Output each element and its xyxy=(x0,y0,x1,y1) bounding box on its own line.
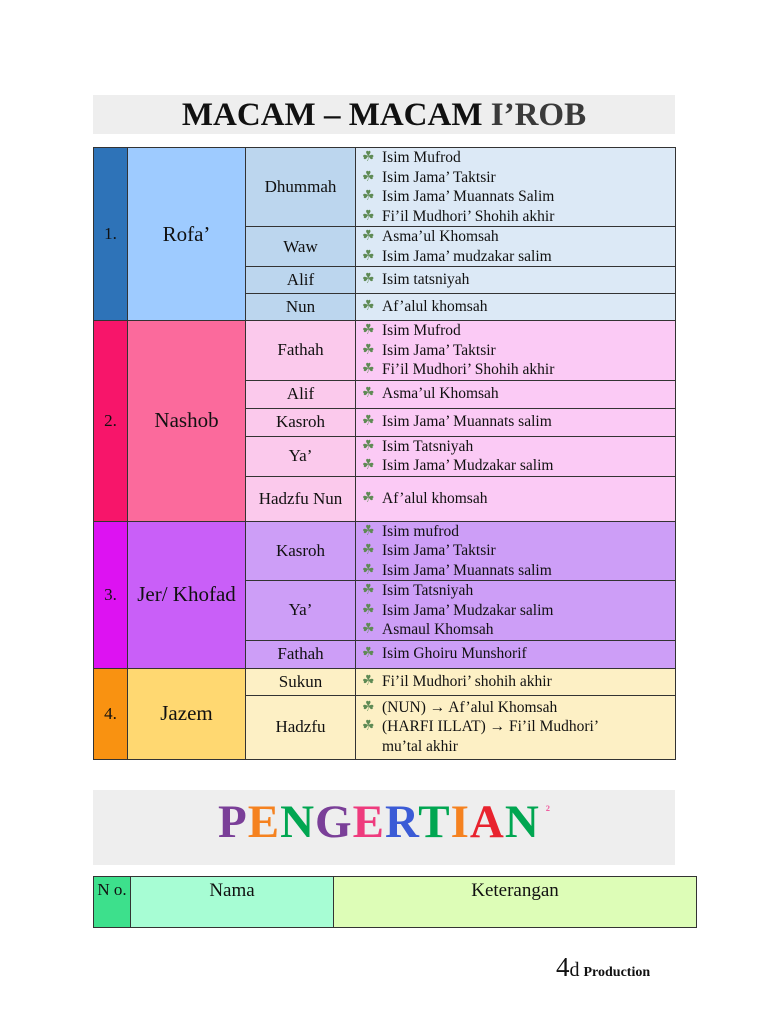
heading-letter: I xyxy=(450,796,470,848)
clover-bullet-icon: ☘ xyxy=(362,437,375,454)
group-number: 3. xyxy=(94,521,128,668)
irob-items xyxy=(356,408,676,436)
list-item-text: Isim Ghoiru Munshorif xyxy=(382,645,527,663)
list-item-text: Isim Jama’ Muannats salim xyxy=(382,413,552,431)
group-name: Jazem xyxy=(128,668,246,759)
list-item-text: Isim Jama’ Muannats salim xyxy=(382,561,552,579)
list-item xyxy=(362,698,675,718)
list-item xyxy=(362,297,675,317)
irob-table-body xyxy=(94,148,676,760)
pengertian-heading xyxy=(218,792,540,852)
list-item-text: Af’alul khomsah xyxy=(382,298,488,316)
list-item xyxy=(362,247,675,267)
list-item xyxy=(362,437,675,457)
list-item xyxy=(362,581,675,601)
clover-bullet-icon: ☘ xyxy=(362,718,375,735)
irob-sign: Ya’ xyxy=(246,581,356,641)
clover-bullet-icon: ☘ xyxy=(362,522,375,539)
clover-bullet-icon: ☘ xyxy=(362,698,375,715)
heading-letter: G xyxy=(315,796,353,848)
list-item-text: Isim Tatsniyah xyxy=(382,582,474,599)
irob-items xyxy=(356,521,676,581)
clover-bullet-icon: ☘ xyxy=(362,168,375,185)
clover-bullet-icon: ☘ xyxy=(362,341,375,358)
header-nama: Nama xyxy=(131,877,334,928)
list-item xyxy=(362,168,675,188)
heading-letter: N xyxy=(504,796,540,848)
irob-sign: Sukun xyxy=(246,668,356,695)
list-item xyxy=(362,489,675,509)
irob-items xyxy=(356,380,676,408)
irob-items xyxy=(356,267,676,294)
list-item-text: Isim Jama’ Taktsir xyxy=(382,168,496,186)
list-item xyxy=(362,360,675,380)
list-item-text: Isim Mufrod xyxy=(382,322,461,339)
pengertian-header-row xyxy=(94,877,697,928)
irob-items xyxy=(356,640,676,668)
heading-letter: N xyxy=(280,796,316,848)
heading-letter: A xyxy=(469,796,505,848)
list-item xyxy=(362,270,675,290)
irob-sign: Ya’ xyxy=(246,436,356,476)
list-item xyxy=(362,321,675,341)
footer-production: Production xyxy=(583,965,651,980)
clover-bullet-icon: ☘ xyxy=(362,322,375,338)
footer-credit xyxy=(556,952,650,983)
irob-items xyxy=(356,148,676,227)
heading-letter: P xyxy=(217,796,248,848)
clover-bullet-icon: ☘ xyxy=(362,298,375,315)
title-part2: I’ROB xyxy=(490,97,587,133)
clover-bullet-icon: ☘ xyxy=(362,542,375,558)
list-item-text: (NUN) → Af’alul Khomsah xyxy=(382,698,558,716)
list-item xyxy=(362,148,675,168)
list-item-text: Isim Tatsniyah xyxy=(382,437,474,455)
list-item-text: Isim Jama’ Mudzakar salim xyxy=(382,601,554,619)
list-item xyxy=(362,384,675,404)
clover-bullet-icon: ☘ xyxy=(362,361,375,377)
clover-bullet-icon: ☘ xyxy=(362,489,375,506)
list-item-text: Asma’ul Khomsah xyxy=(382,385,499,403)
list-item-text: Fi’il Mudhori’ shohih akhir xyxy=(382,672,552,690)
clover-bullet-icon: ☘ xyxy=(362,601,375,618)
irob-items xyxy=(356,436,676,476)
irob-items xyxy=(356,476,676,521)
clover-bullet-icon: ☘ xyxy=(362,385,375,402)
irob-items xyxy=(356,668,676,695)
pengertian-superscript: ² xyxy=(545,804,550,819)
irob-row xyxy=(94,148,676,227)
list-item-text: Isim tatsniyah xyxy=(382,271,470,289)
list-item-text: Isim Jama’ Taktsir xyxy=(382,341,496,359)
irob-sign: Nun xyxy=(246,294,356,321)
list-item xyxy=(362,717,675,737)
group-name: Jer/ Khofad xyxy=(128,521,246,668)
list-item-text: Fi’il Mudhori’ Shohih akhir xyxy=(382,207,555,225)
list-item-text: Asma’ul Khomsah xyxy=(382,228,499,245)
list-item-text: Isim mufrod xyxy=(382,522,460,540)
irob-sign: Hadzfu xyxy=(246,695,356,759)
irob-sign: Kasroh xyxy=(246,521,356,581)
list-item-text: Fi’il Mudhori’ Shohih akhir xyxy=(382,361,555,378)
clover-bullet-icon: ☘ xyxy=(362,228,375,244)
irob-sign: Fathah xyxy=(246,321,356,381)
group-name: Rofa’ xyxy=(128,148,246,321)
heading-letter: T xyxy=(418,796,451,848)
footer-4: 4 xyxy=(556,952,570,982)
irob-row xyxy=(94,321,676,381)
list-item-text: Isim Jama’ mudzakar salim xyxy=(382,247,552,265)
group-number: 2. xyxy=(94,321,128,522)
list-item-text: Af’alul khomsah xyxy=(382,489,488,507)
irob-sign: Kasroh xyxy=(246,408,356,436)
heading-letter: E xyxy=(352,796,385,848)
list-item xyxy=(362,187,675,207)
list-item-text: Isim Mufrod xyxy=(382,149,461,166)
clover-bullet-icon: ☘ xyxy=(362,645,375,662)
clover-bullet-icon: ☘ xyxy=(362,672,375,689)
group-name: Nashob xyxy=(128,321,246,522)
irob-items xyxy=(356,294,676,321)
list-item-text: Isim Jama’ Mudzakar salim xyxy=(382,457,554,474)
irob-sign: Alif xyxy=(246,267,356,294)
pengertian-table xyxy=(93,876,697,928)
clover-bullet-icon: ☘ xyxy=(362,621,375,637)
list-item xyxy=(362,644,675,664)
irob-sign: Waw xyxy=(246,227,356,267)
clover-bullet-icon: ☘ xyxy=(362,149,375,165)
page-title xyxy=(93,95,675,134)
list-item xyxy=(362,341,675,361)
irob-table xyxy=(93,147,676,760)
irob-sign: Dhummah xyxy=(246,148,356,227)
clover-bullet-icon: ☘ xyxy=(362,561,375,578)
list-item xyxy=(362,620,675,640)
irob-sign: Alif xyxy=(246,380,356,408)
group-number: 4. xyxy=(94,668,128,759)
irob-row xyxy=(94,521,676,581)
list-item xyxy=(362,672,675,692)
header-keterangan: Keterangan xyxy=(334,877,697,928)
list-item-continuation: mu’tal akhir xyxy=(382,737,458,755)
clover-bullet-icon: ☘ xyxy=(362,271,375,288)
list-item xyxy=(362,207,675,227)
clover-bullet-icon: ☘ xyxy=(362,207,375,224)
pengertian-banner xyxy=(93,790,675,865)
clover-bullet-icon: ☘ xyxy=(362,457,375,473)
irob-items xyxy=(356,581,676,641)
list-item-text: Isim Jama’ Taktsir xyxy=(382,542,496,559)
group-number: 1. xyxy=(94,148,128,321)
clover-bullet-icon: ☘ xyxy=(362,413,375,430)
footer-d: d xyxy=(569,959,580,981)
irob-row xyxy=(94,668,676,695)
heading-letter: E xyxy=(247,796,281,848)
list-item xyxy=(362,601,675,621)
list-item-text: (HARFI ILLAT) → Fi’il Mudhori’ xyxy=(382,718,599,736)
clover-bullet-icon: ☘ xyxy=(362,247,375,264)
clover-bullet-icon: ☘ xyxy=(362,582,375,598)
irob-items xyxy=(356,695,676,759)
irob-items xyxy=(356,321,676,381)
list-item xyxy=(362,561,675,581)
irob-items xyxy=(356,227,676,267)
list-item xyxy=(362,412,675,432)
list-item xyxy=(362,227,675,247)
list-item xyxy=(362,456,675,476)
heading-letter: R xyxy=(384,796,419,848)
header-no: N o. xyxy=(94,877,131,928)
list-item xyxy=(362,541,675,561)
list-item-text: Isim Jama’ Muannats Salim xyxy=(382,188,555,205)
list-item xyxy=(362,522,675,542)
clover-bullet-icon: ☘ xyxy=(362,188,375,204)
list-item-text: Asmaul Khomsah xyxy=(382,621,494,638)
title-part1: MACAM – MACAM xyxy=(181,97,491,133)
irob-sign: Hadzfu Nun xyxy=(246,476,356,521)
irob-sign: Fathah xyxy=(246,640,356,668)
